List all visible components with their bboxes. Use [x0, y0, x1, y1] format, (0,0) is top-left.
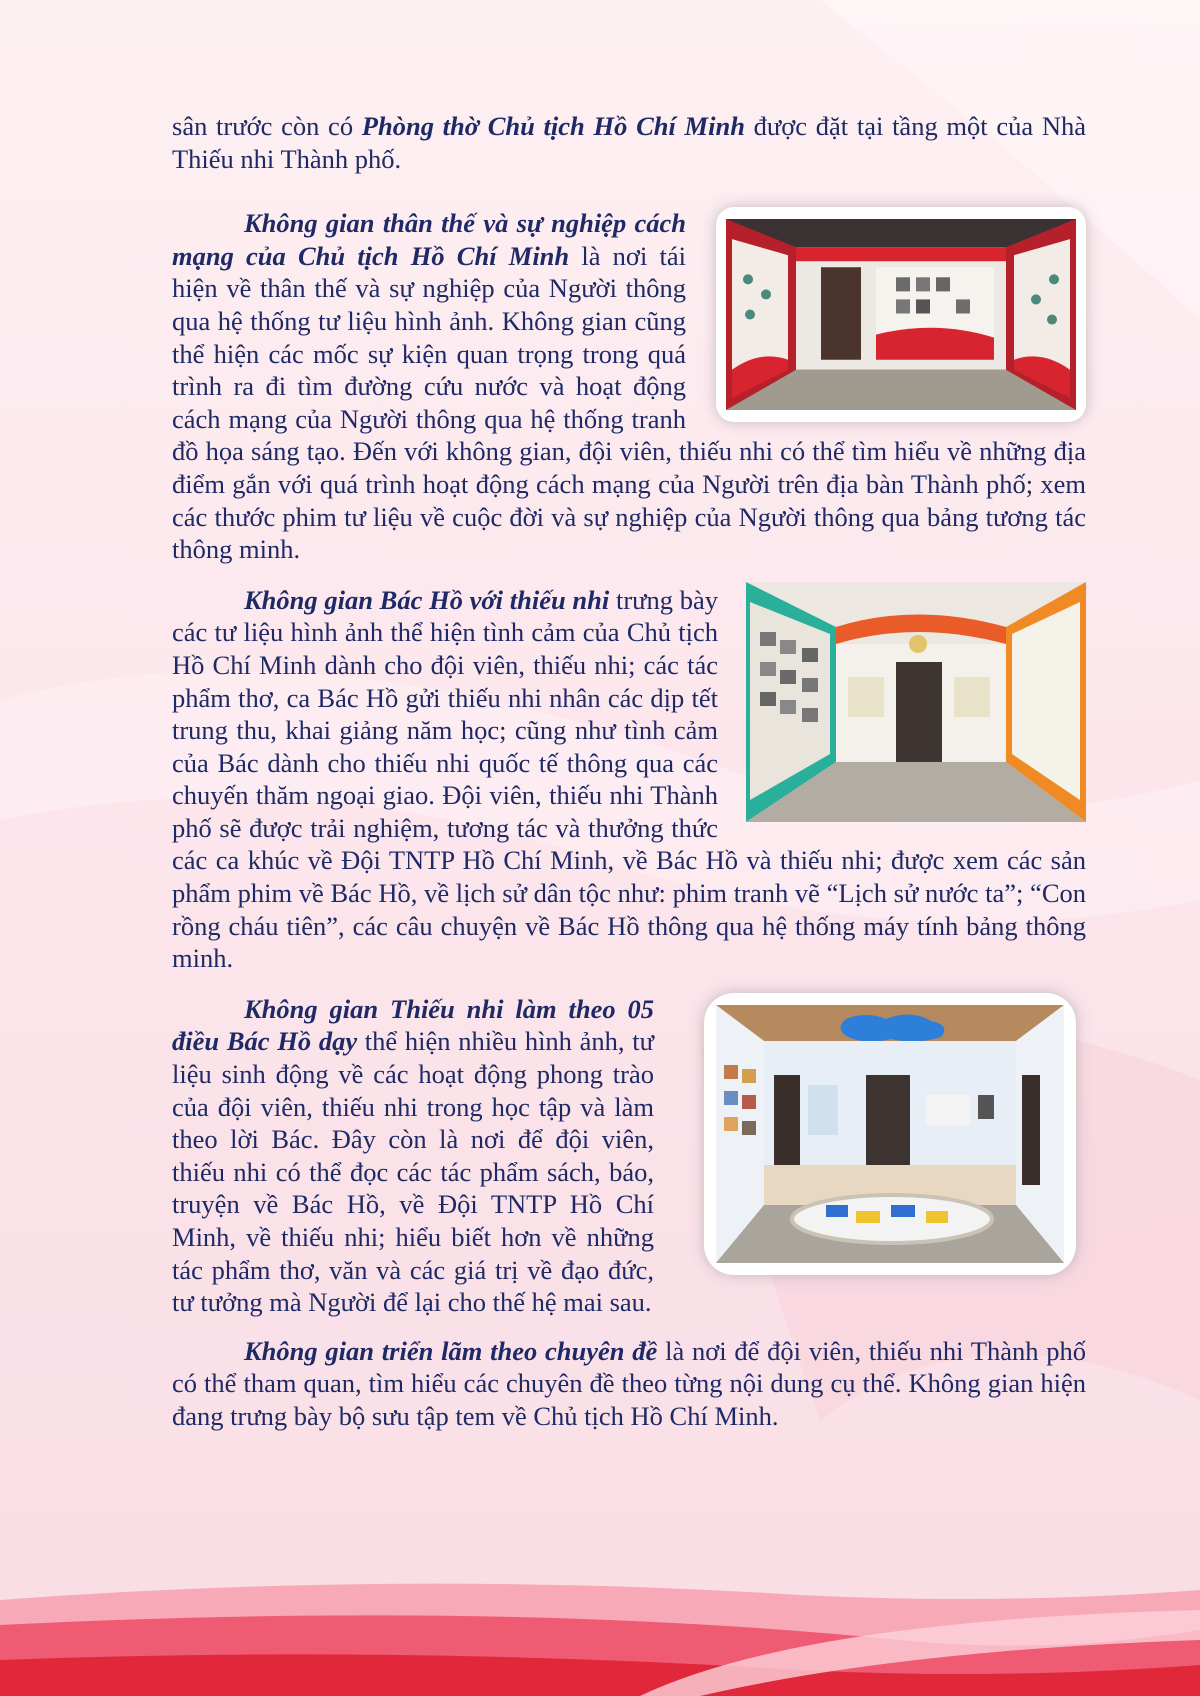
section-1-bold-term: Không gian thân thế và sự nghiệp cách mạng của Chủ tịch Hồ Chí Minh — [172, 208, 686, 271]
intro-text-before: sân trước còn có — [172, 111, 362, 141]
section-2-bold-term: Không gian Bác Hồ với thiếu nhi — [244, 584, 610, 615]
section-4-bold-term: Không gian triển lãm theo chuyên đề — [244, 1335, 658, 1366]
article-body — [172, 110, 1086, 1433]
section-4-paragraph — [172, 1335, 1086, 1433]
section-4-text: là nơi để đội viên, thiếu nhi Thành phố có thể tham quan, tìm hiểu các chuyên đề theo từng nội dung cụ thể. Không gian hiện đang trưng bày bộ sưu tập tem về Chủ tịch Hồ Chí Minh. — [172, 1335, 1087, 1431]
section-2-text: trưng bày các tư liệu hình ảnh thể hiện tình cảm của Chủ tịch Hồ Chí Minh dành cho đội viên, thiếu nhi; các tác phẩm thơ, ca Bác Hồ gửi thiếu nhi nhân các dịp tết trung thu, khai giảng năm học; cũng như tình cảm của Bác dành cho thiếu nhi quốc tế thông qua các chuyến thăm ngoại giao. Đội viên, thiếu nhi Thành phố sẽ được trải nghiệm, tương tác và thưởng thức các ca khúc về Đội TNTP Hồ Chí Minh, về Bác Hồ và thiếu nhi; được xem các sản phẩm phim về Bác Hồ, về lịch sử dân tộc như: phim tranh vẽ “Lịch sử nước ta”; “Con rồng cháu tiên”, các câu chuyện về Bác Hồ thông qua hệ thống máy tính bảng thông minh. — [172, 584, 1086, 974]
intro-paragraph — [172, 110, 1086, 175]
figure-exhibit-room-red — [716, 207, 1086, 422]
intro-text-after: được đặt tại tầng một của Nhà Thiếu nhi Thành phố. — [172, 111, 1086, 174]
section-1-text: là nơi tái hiện về thân thế và sự nghiệp của Người thông qua hệ thống tư liệu hình ảnh. Không gian cũng thể hiện các mốc sự kiện quan trọng trong quá trình ra đi tìm đường cứu nước và hoạt động cách mạng của Người thông qua hệ thống tranh đồ họa sáng tạo. Đến với không gian, đội viên, thiếu nhi có thể tìm hiểu về những địa điểm gắn với quá trình hoạt động cách mạng của Người trên địa bàn Thành phố; xem các thước phim tư liệu về cuộc đời và sự nghiệp của Người thông qua bảng tương tác thông minh. — [172, 240, 1086, 565]
figure-exhibit-room-colorful — [746, 582, 1086, 822]
intro-bold-term: Phòng thờ Chủ tịch Hồ Chí Minh — [361, 111, 745, 141]
figure-reading-room — [704, 993, 1076, 1275]
section-3-text: thể hiện nhiều hình ảnh, tư liệu sinh động về các hoạt động phong trào của đội viên, thiếu nhi trong học tập và làm theo lời Bác. Đây còn là nơi để đội viên, thiếu nhi có thể đọc các tác phẩm sách, báo, truyện về Bác Hồ, về Đội TNTP Hồ Chí Minh, về thiếu nhi; hiểu biết hơn về những tác phẩm thơ, văn và các giá trị về đạo đức, tư tưởng mà Người để lại cho thế hệ mai sau. — [172, 1026, 654, 1318]
section-3-bold-term: Không gian Thiếu nhi làm theo 05 điều Bác Hồ dạy — [172, 993, 654, 1057]
